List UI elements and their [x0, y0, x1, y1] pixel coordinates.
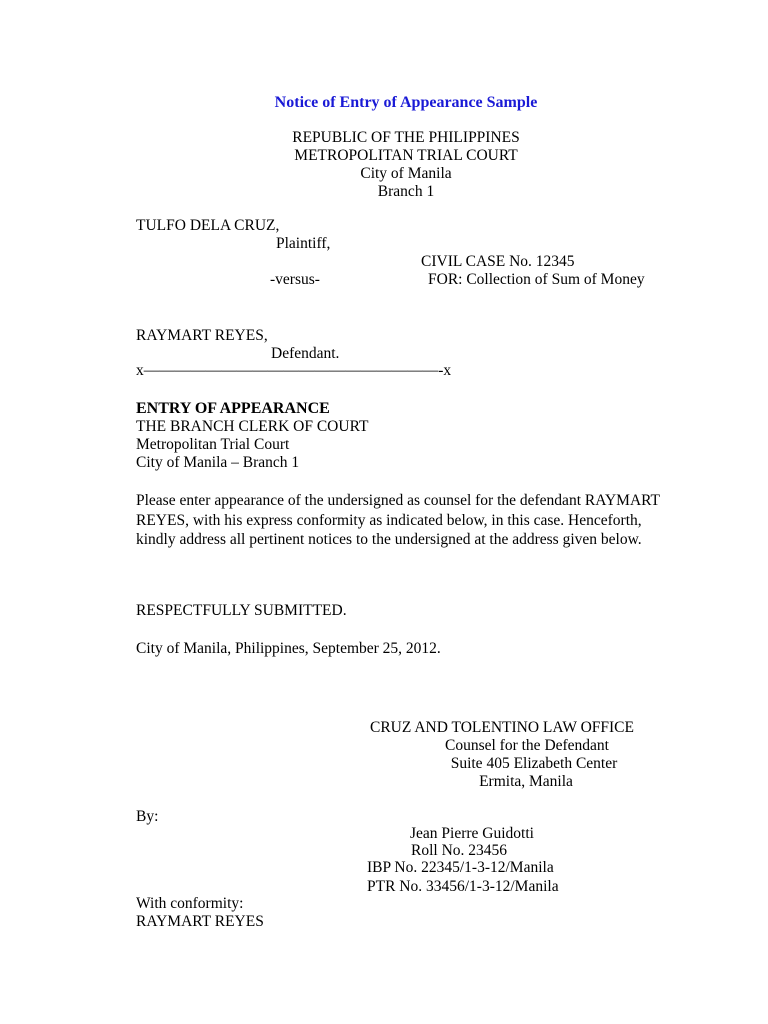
plaintiff-name: TULFO DELA CRUZ, [136, 217, 280, 234]
entry-body-paragraph: Please enter appearance of the undersigned as counsel for the defendant RAYMART REYES, with his express conformity as indicated below, in this case. Henceforth, kindly address all pertinent notices to the undersigned at the address given below. [136, 492, 660, 548]
defendant-name: RAYMART REYES, [136, 327, 268, 344]
defendant-role: Defendant. [271, 345, 340, 362]
header-city: City of Manila [360, 165, 452, 182]
respectfully-submitted: RESPECTFULLY SUBMITTED. [136, 602, 347, 619]
conformity-name: RAYMART REYES [136, 913, 264, 930]
versus-label: -versus- [270, 271, 320, 288]
header-court: METROPOLITAN TRIAL COURT [294, 147, 518, 164]
firm-address-suite: Suite 405 Elizabeth Center [450, 755, 618, 772]
signatory-roll-number: Roll No. 23456 [411, 842, 508, 859]
firm-name: CRUZ AND TOLENTINO LAW OFFICE [370, 719, 634, 736]
header-republic: REPUBLIC OF THE PHILIPPINES [292, 129, 520, 146]
caption-separator: x———————————————————-x [136, 362, 452, 379]
firm-role: Counsel for the Defendant [445, 737, 609, 754]
addressee-court: Metropolitan Trial Court [136, 436, 290, 453]
conformity-label: With conformity: [136, 895, 244, 912]
signatory-ibp-number: IBP No. 22345/1-3-12/Manila [367, 859, 554, 876]
signatory-ptr-number: PTR No. 33456/1-3-12/Manila [367, 878, 559, 895]
entry-heading: ENTRY OF APPEARANCE [136, 400, 330, 417]
addressee-city: City of Manila – Branch 1 [136, 454, 300, 471]
date-line: City of Manila, Philippines, September 25, 2012. [136, 640, 441, 657]
firm-address-city: Ermita, Manila [479, 773, 573, 790]
signatory-name: Jean Pierre Guidotti [410, 825, 534, 842]
plaintiff-role: Plaintiff, [276, 235, 331, 252]
header-branch: Branch 1 [377, 183, 435, 200]
addressee-clerk: THE BRANCH CLERK OF COURT [136, 418, 369, 435]
document-title: Notice of Entry of Appearance Sample [274, 94, 538, 111]
civil-case-number: CIVIL CASE No. 12345 [421, 253, 575, 270]
by-label: By: [136, 808, 159, 825]
case-nature: FOR: Collection of Sum of Money [428, 271, 645, 288]
